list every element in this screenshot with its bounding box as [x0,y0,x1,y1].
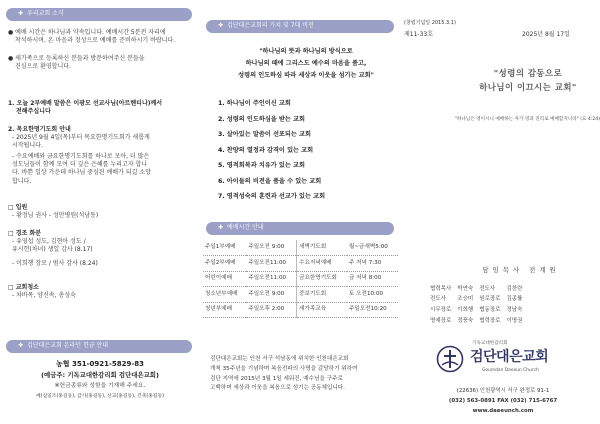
announcement-line: - 차바목, 양신속, 총성숙 [12,292,76,300]
staff-cell: 김종률 [506,296,523,303]
schedule-cell: 주일오전11:00 [246,256,296,272]
vision-item: 5. 영적회복과 치유가 있는 교회 [218,162,305,169]
staff-cell: 박연숙 [457,285,474,292]
announcement-line: - 2025년 9월 4일(목)부터 목요한명기도회가 새롭게 [12,134,150,142]
schedule-cell: 주일오전10:20 [347,302,398,318]
staff-cell: 정풍숙 [457,318,474,325]
staff-cell: 협력목사 [430,285,452,292]
schedule-cell: 수요저녁예배 [297,256,347,272]
verse-line: 하나님의 때에 그리스도 예수의 마음을 품고, [245,59,367,67]
announcement-line: 성도님들이 함께 모여 더 깊은 은혜를 누리고자 합니 [12,161,148,169]
schedule-row [203,240,398,256]
vision-item: 7. 영적성숙의 훈련과 선교가 있는 교회 [218,193,326,200]
staff-row [430,284,528,295]
staff-row [430,316,528,327]
news-line: 착석하시며, 온 마음과 정성으로 예배를 준비하시기 바랍니다. [15,37,176,45]
announcement-title: □ 경조 화분 [8,230,42,237]
church-name-en: Goumdan Daeeun Church [482,368,539,373]
staff-cell: 정남숙 [506,307,523,314]
staff-cell: 시무장로 [430,307,452,314]
announcement-line: 다. 바쁜 일상 가운데 하나님 중심된 예배가 되길 소망 [12,169,151,177]
schedule-cell: 청소년부예배 [203,287,246,303]
plus-icon: ✚ [218,224,224,232]
column-cover [400,0,600,424]
announcement-hospital [8,204,194,220]
intro-line: 고백하며 세상과 이웃을 복음으로 섬기는 공동체입니다. [210,385,345,392]
intro-line: 검단 지역에 2015년 3월 1일 세워진, 예수님을 구주로 [210,375,343,382]
announcement-line: - 황정님 권사 - 성만병원(석남동) [12,212,99,220]
denomination-label: 기독교대한감리회 [472,341,508,346]
news-line: 새가족으로 등록하신 분들과 방문하여주신 분들을 [15,55,145,62]
intro-line: 검단대은교회는 인천 서구 석남동에 위치한 인천대은교회 [210,356,349,362]
news-item [8,29,194,45]
issue-number: 제11-33호 [404,31,434,38]
news-item [8,55,194,71]
account-holder: (예금주: 기독교대한감리회 검단대은교회) [41,371,159,379]
plus-icon: ✚ [218,22,224,30]
schedule-row [203,256,398,272]
church-intro [210,355,392,394]
schedule-cell: 주일오전11:00 [246,271,296,287]
column-news [0,0,200,424]
announcement-cleaning [8,284,194,300]
news-line: 예배 시간은 하나님과 약속입니다. 예배시간 5분전 자리에 [15,29,166,36]
announcement-line: 전해주십니다 [16,108,51,116]
staff-cell: 협력장로 [479,318,501,325]
schedule-cell: 금 저녁 8:00 [347,271,398,287]
verse-line: 성령의 인도하심 따라 세상과 이웃을 섬기는 교회" [238,71,374,79]
announcement-title: □ 교회청소 [8,284,39,291]
schedule-cell: 주일1부예배 [203,240,246,256]
schedule-cell: 주일오전 9:00 [246,287,296,303]
vision-item: 6. 아이들의 비전을 품을 수 있는 교회 [218,177,322,185]
bulletin-date: 2025년 8월 17일 [522,31,570,38]
motto-verse: "하나님은 영이시니 예배하는 자가 영과 진리로 예배할지니라" (요 4:24) [454,117,600,122]
bullet-icon: ● [8,29,16,36]
schedule-cell: 청년부예배 [203,302,246,318]
motto [462,66,594,95]
news-line: 진심으로 환영합니다. [15,63,71,71]
worship-schedule-table [203,240,398,318]
schedule-cell: 새가족교육 [297,302,347,318]
announcement-line: - 수요예배와 금요한명기도회를 하나로 모아, 더 많은 [12,153,150,161]
church-verse [226,46,386,81]
schedule-cell: 중보기도회 [297,287,347,303]
vision-header [206,20,394,33]
offering-title: 검단대은교회 온라인 헌금 안내 [27,342,109,350]
announcement-title: 1. 오늘 2부예배 말씀은 이광모 선교사님(아르헨티나)께서 [8,100,163,107]
plus-icon: ✚ [18,342,24,350]
church-emblem-icon [436,345,464,373]
motto-line: 하나님이 이끄시는 교회" [479,82,577,93]
church-website[interactable]: www.daeeunch.com [472,408,534,414]
staff-cell: 이희행 [457,307,474,314]
schedule-cell: 주 저녁 7:30 [347,256,398,272]
senior-pastor: 담임목사 전계원 [482,266,560,274]
schedule-cell: 토 오전10:00 [347,287,398,303]
announcement-title: □ 입원 [8,204,28,211]
church-address: (22636) 인천광역시 서구 완정로 91-1 [456,388,550,394]
announcement-title: 2. 목요한명기도회 안내 [8,126,71,133]
schedule-cell: 월~금새벽5:00 [347,240,398,256]
news-title: 우리교회 소식 [27,10,64,18]
plus-icon: ✚ [18,10,24,18]
schedule-cell: 새벽기도회 [297,240,347,256]
schedule-cell: 금요한명기도회 [297,271,347,287]
announcement-line: - 유영섭 성도, 김현아 성도 / [12,238,86,246]
announcement-line: 합니다. [12,177,32,185]
church-name-logo: 검단대은교회 [470,349,549,365]
schedule-row [203,287,398,303]
offering-header [6,340,192,353]
vision-item: 2. 성령의 인도하심을 받는 교회 [218,115,305,123]
schedule-cell: 주일2부예배 [203,256,246,272]
staff-cell: 조승미 [457,296,474,303]
staff-cell: 이명권 [506,318,523,325]
announcement-line: 시작됩니다. [12,142,43,150]
staff-cell: 협동장로 [479,307,501,314]
founded-date: (창립기념일 2015.3.1) [404,20,456,26]
announcement-2 [8,126,194,186]
staff-cell: 명예장로 [430,318,452,325]
staff-cell: 김찬란 [506,285,523,292]
schedule-title: 예배시간 안내 [227,224,264,232]
vision-item: 1. 하나님이 주인이신 교회 [218,100,291,107]
staff-cell: 원로장로 [479,296,501,303]
vision-item: 3. 살아있는 말씀이 선포되는 교회 [218,131,311,138]
schedule-cell: 주일오후 2:00 [246,302,296,318]
staff-cell: 전도사 [430,296,446,303]
schedule-cell: 어린이예배 [203,271,246,287]
offering-example: 예)십일조(홍길동), 감사(홍길동), 선교(홍길동), 건축(홍길동) [36,394,164,399]
intro-line: 개척 35주년을 기념하며 복음전파의 사명을 감당하기 위하여 [210,365,358,372]
column-vision [200,0,400,424]
staff-row [430,306,528,317]
announcement-line: - 이희행 장로 / 범사 감사 (8.24) [12,260,98,268]
staff-table [430,284,528,327]
motto-line: "성령의 감동으로 [493,68,563,78]
account-number: 농협 351-0921-5829-83 [56,360,144,368]
church-logo [436,340,566,378]
vision-list [218,100,393,209]
schedule-cell: 주일오전 9:00 [246,240,296,256]
vision-item: 4. 찬양의 열정과 감격이 있는 교회 [218,146,314,154]
announcement-flowers [8,230,194,268]
news-header [6,8,192,21]
staff-cell: 전도사 [479,285,496,292]
announcement-1 [8,100,194,116]
schedule-row [203,271,398,287]
offering-note: ※헌금종류와 성함을 기재해 주세요. [54,383,146,389]
church-phone: (032) 563-0891 FAX (032) 715-6767 [448,398,558,404]
verse-line: "하나님의 뜻과 하나님의 방식으로 [259,48,353,55]
schedule-header [206,222,394,235]
schedule-row [203,302,398,318]
announcement-line: 유시헌(차녀) 생일 감사 (8.17) [12,246,93,254]
staff-row [430,295,528,306]
vision-title: 검단대은교회의 가치 및 7대 비전 [227,22,314,30]
bullet-icon: ● [8,55,16,62]
